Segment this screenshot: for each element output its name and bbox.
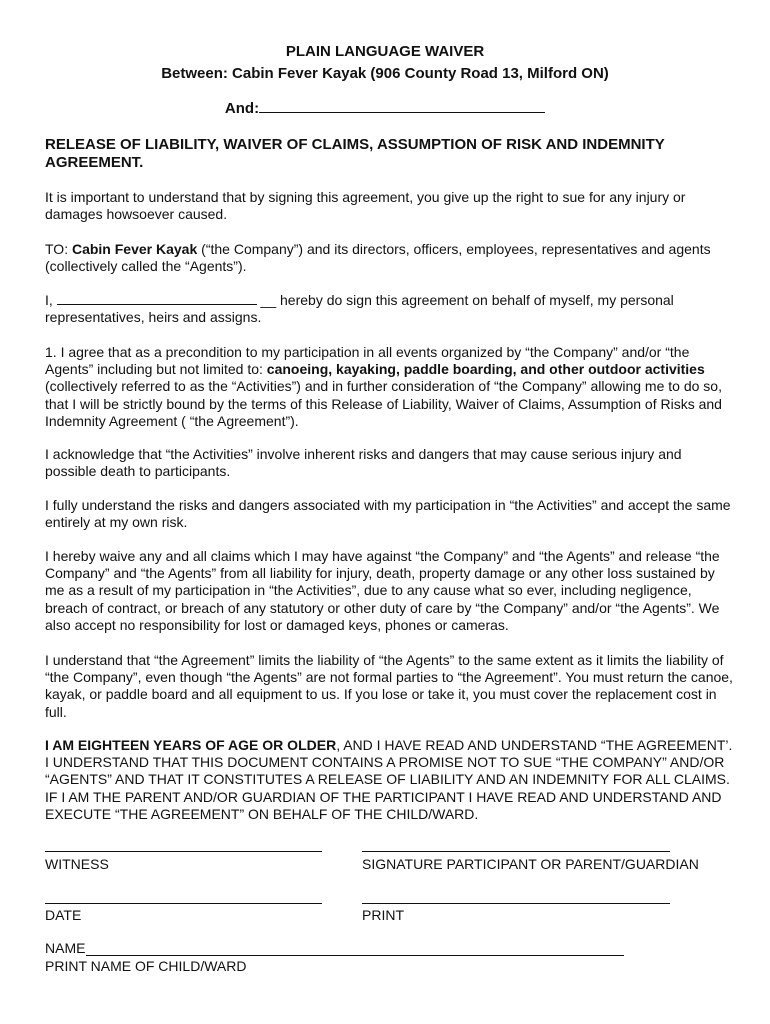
signer-lead: I, — [45, 292, 57, 308]
print-line[interactable] — [362, 903, 670, 904]
signature-line[interactable] — [362, 851, 670, 852]
witness-line[interactable] — [45, 851, 322, 852]
intro-paragraph: It is important to understand that by signing this agreement, you give up the right to sue for any injury or damages howsoever caused. — [45, 189, 686, 223]
age-paragraph — [45, 737, 735, 823]
signer-paragraph — [45, 292, 735, 326]
signature-label: SIGNATURE PARTICIPANT OR PARENT/GUARDIAN — [362, 856, 699, 872]
acknowledge-paragraph: I acknowledge that “the Activities” involve inherent risks and dangers that may cause serious injury and possible death to participants. — [45, 446, 682, 480]
waive-paragraph: I hereby waive any and all claims which I may have against “the Company” and “the Agents” and release “the Company” and “the Agents” from all liability for injury, death, property damage or any other loss sustained by me as a result of my participation in “the Activities”, due to any cause what so ever, including negligence, breach of contract, or breach of any statutory or other duty of care by “the Company” and/or “the Agents”. We also accept no responsibility for lost or damaged keys, phones or cameras. — [45, 548, 720, 633]
document-title: PLAIN LANGUAGE WAIVER — [285, 43, 485, 60]
company-name: Cabin Fever Kayak — [71, 241, 198, 257]
clause-1-part1: 1. I agree that as a precondition to my participation in all events organized by “the Company” and/or “the Agents” including but not limited to: — [45, 344, 690, 378]
age-statement: I AM EIGHTEEN YEARS OF AGE OR OLDER — [45, 737, 337, 753]
between-line: Between: Cabin Fever Kayak (906 County Road 13, Milford ON) — [161, 65, 609, 82]
child-name-label: PRINT NAME OF CHILD/WARD — [45, 958, 247, 974]
name-line[interactable] — [86, 955, 624, 956]
witness-label: WITNESS — [45, 856, 109, 872]
limits-paragraph: I understand that “the Agreement” limits the liability of “the Agents” to the same extent as it limits the liability of “the Company”, even though “the Agents” are not formal parties to “the Agreement”. You must return the canoe, kayak, or paddle board and all equipment to us. If you lose or take it, you must cover the replacement cost in full. — [45, 652, 733, 720]
name-label: NAME — [45, 940, 86, 956]
signer-name-blank[interactable] — [57, 304, 257, 305]
agreement-heading: RELEASE OF LIABILITY, WAIVER OF CLAIMS, ASSUMPTION OF RISK AND INDEMNITY AGREEMENT. — [45, 136, 665, 171]
date-line[interactable] — [45, 903, 322, 904]
age-rest: , AND I HAVE READ AND UNDERSTAND “THE AGREEMENT’. I UNDERSTAND THAT THIS DOCUMENT CONTAINS A PROMISE NOT TO SUE “THE COMPANY” AND/OR “AGENTS” AND THAT IT CONSTITUTES A RELEASE OF LIABILITY AND AN INDEMNITY FOR ALL CLAIMS. IF I AM THE PARENT AND/OR GUARDIAN OF THE PARTICIPANT I HAVE READ AND UNDERSTAND AND EXECUTE “THE AGREEMENT” ON BEHALF OF THE CHILD/WARD. — [45, 737, 733, 822]
clause-1-paragraph — [45, 344, 735, 430]
understand-paragraph: I fully understand the risks and dangers associated with my participation in “the Activities” and accept the same entirely at my own risk. — [45, 497, 731, 531]
to-rest: (“the Company”) and its directors, officers, employees, representatives and agents (collectively called the “Agents”). — [45, 241, 711, 275]
and-label: And: — [224, 100, 260, 117]
signer-rest: __ hereby do sign this agreement on behalf of myself, my personal representatives, heirs and assigns. — [45, 292, 674, 326]
and-blank-field[interactable] — [259, 112, 545, 113]
to-paragraph — [45, 241, 735, 275]
and-line — [0, 100, 770, 117]
to-lead: TO: — [45, 241, 72, 257]
date-label: DATE — [45, 907, 82, 923]
print-label: PRINT — [362, 907, 404, 923]
activities-list: canoeing, kayaking, paddle boarding, and other outdoor activities — [266, 361, 705, 378]
clause-1-part2: (collectively referred to as the “Activities”) and in further consideration of “the Company” allowing me to do so, that I will be strictly bound by the terms of this Release of Liability, Waiver of Claims, Assumption of Risks and Indemnity Agreement ( “the Agreement”). — [45, 378, 722, 429]
